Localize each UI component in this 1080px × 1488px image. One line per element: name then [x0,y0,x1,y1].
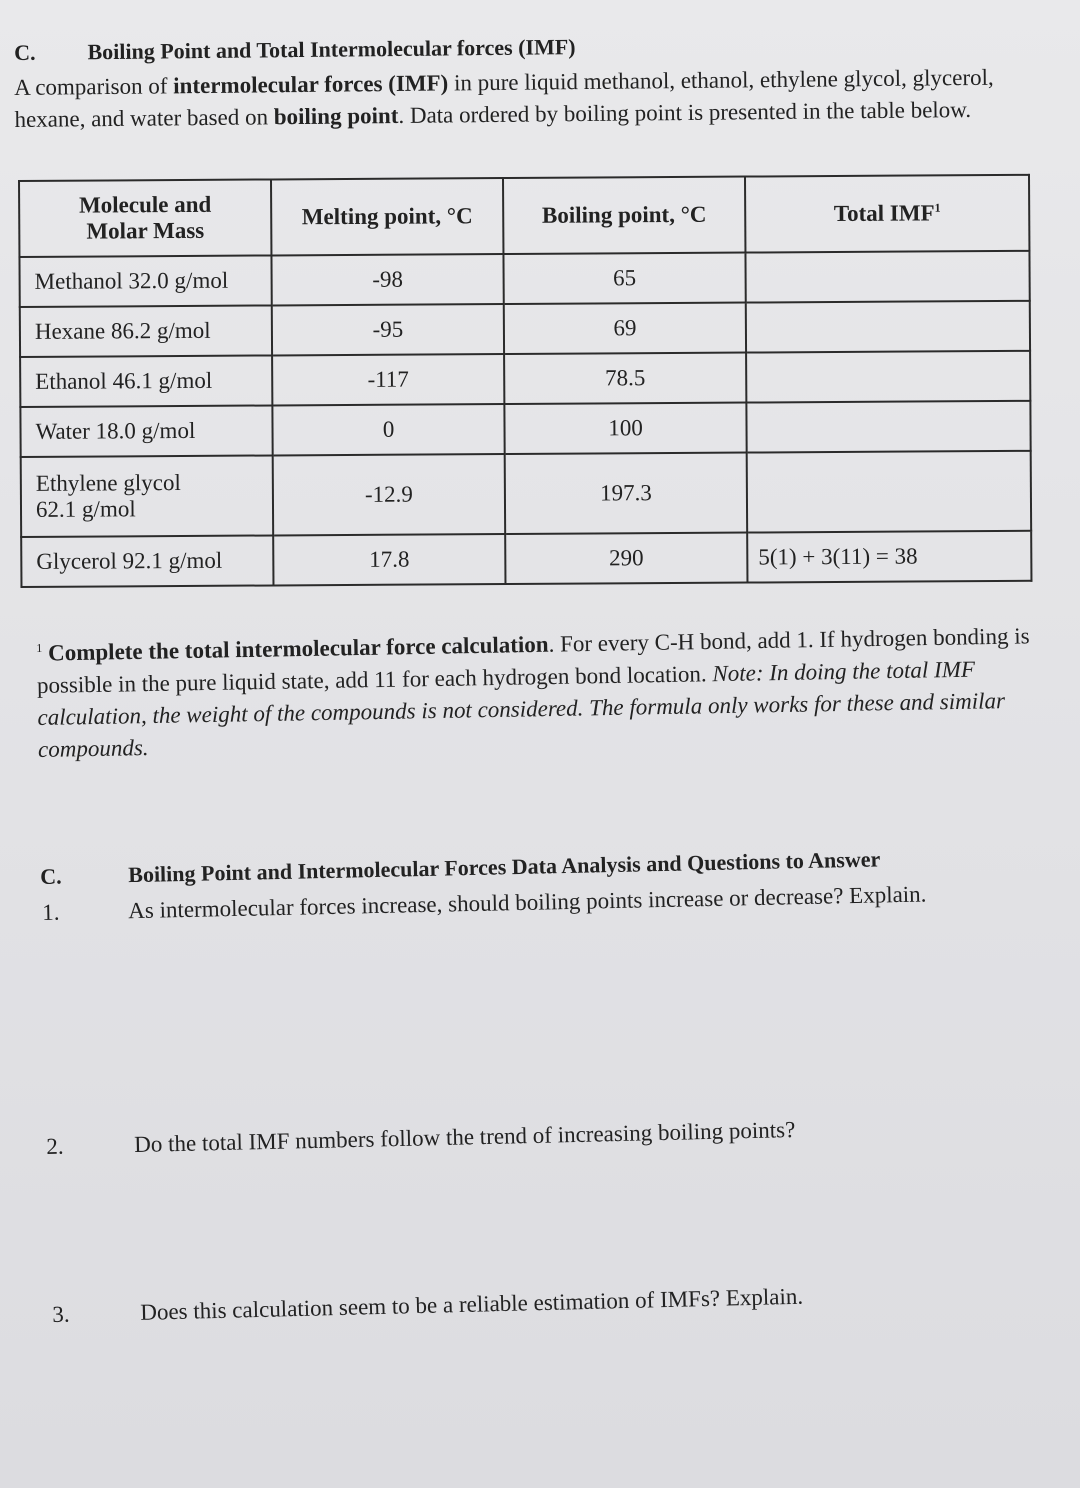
intro-text-2: in pure liquid methanol, ethanol, ethylene glycol, glycerol, hexane, and water based on [14,64,994,132]
header-melting: Melting point, °C [271,178,503,255]
table-row [20,301,1030,357]
cell-imf[interactable] [745,251,1029,303]
cell-molecule: Glycerol 92.1 g/mol [21,535,273,587]
intro-bold-bp: boiling point [273,102,399,130]
cell-imf[interactable] [746,351,1030,403]
cell-imf[interactable] [747,451,1031,533]
section-title: Boiling Point and Total Intermolecular forces (IMF) [87,34,576,65]
cell-melting: 0 [272,404,504,455]
section-header [14,34,576,66]
questions-letter: C. [40,863,62,889]
imf-data-table [18,174,1032,588]
question-text: As intermolecular forces increase, should boiling points increase or decrease? Explain. [127,881,927,924]
cell-molecule: Ethylene glycol 62.1 g/mol [21,455,273,537]
intro-bold-imf: intermolecular forces (IMF) [173,70,449,99]
question-number: 2. [46,1133,64,1159]
cell-molecule: Hexane 86.2 g/mol [20,305,272,357]
question-2 [46,1111,1046,1160]
cell-melting: -12.9 [273,454,505,535]
cell-boiling: 290 [505,533,747,584]
cell-melting: -117 [272,354,504,405]
table-row [20,351,1030,407]
header-molecule: Molecule and Molar Mass [19,179,271,257]
table-row [21,451,1031,537]
cell-imf[interactable] [746,401,1030,453]
cell-melting: 17.8 [273,534,505,585]
cell-boiling: 69 [504,303,746,354]
question-number: 1. [42,899,60,925]
table-row [20,401,1030,457]
header-boiling: Boiling point, °C [503,177,745,254]
header-total-imf: Total IMF$^1$ [745,175,1029,253]
table-row [19,251,1029,307]
footnote-text: . For every C-H bond, add 1. If hydrogen bonding is possible in the pure liquid state, add 11 for each hydrogen bond location. [36,623,1030,698]
footnote-note: Note: In doing the total IMF calculation, the weight of the compounds is not considered. The formula only works for these and similar compounds. [37,656,1006,762]
cell-boiling: 197.3 [505,453,747,534]
cell-boiling: 65 [503,253,745,304]
footnote [36,614,1058,765]
intro-text-1: A comparison of [14,73,174,100]
cell-molecule: Methanol 32.0 g/mol [19,255,271,307]
question-number: 3. [52,1301,70,1327]
cell-melting: -98 [271,254,503,305]
cell-imf[interactable]: 5(1) + 3(11) = 38 [747,531,1031,583]
question-text: Do the total IMF numbers follow the trend of increasing boiling points? [133,1117,796,1157]
cell-molecule: Water 18.0 g/mol [20,405,272,457]
cell-boiling: 78.5 [504,353,746,404]
question-text: Does this calculation seem to be a reliable estimation of IMFs? Explain. [139,1283,804,1325]
footnote-marker: 1 [36,640,43,655]
table-header-row [19,175,1029,257]
intro-paragraph [14,61,1025,136]
questions-title: Boiling Point and Intermolecular Forces Data Analysis and Questions to Answer [127,846,881,888]
cell-boiling: 100 [504,403,746,454]
intro-text-3: . Data ordered by boiling point is presented in the table below. [398,96,972,128]
cell-imf[interactable] [746,301,1030,353]
cell-molecule: Ethanol 46.1 g/mol [20,355,272,407]
question-3 [52,1278,1052,1328]
cell-melting: -95 [272,304,504,355]
footnote-bold: Complete the total intermolecular force calculation [47,631,549,666]
section-letter: C. [14,39,36,65]
table-row [21,531,1031,587]
